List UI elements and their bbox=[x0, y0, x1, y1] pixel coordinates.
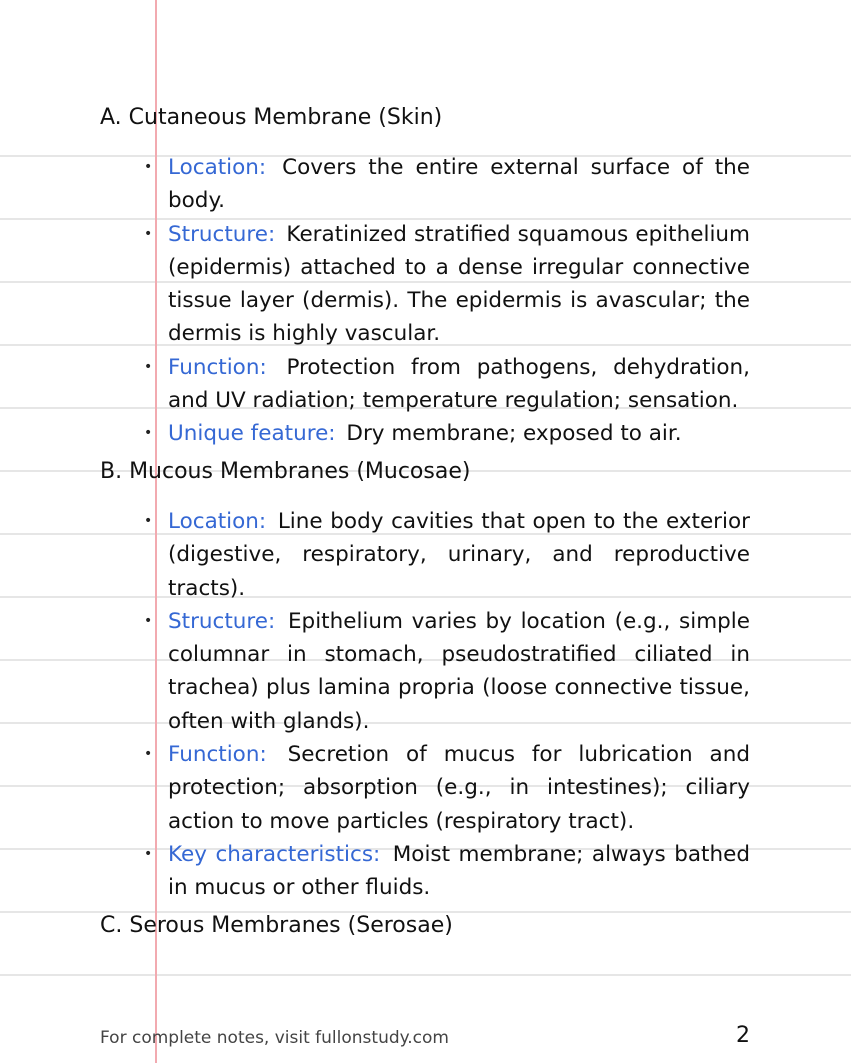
item-text: Moist membrane; always bathed in mucus or other fluids. bbox=[168, 841, 750, 901]
item-label: Structure: bbox=[168, 221, 276, 247]
list-item bbox=[168, 218, 750, 351]
section-heading-cutaneous: A. Cutaneous Membrane (Skin) bbox=[100, 105, 443, 130]
footer-link-text: For complete notes, visit fullonstudy.com bbox=[100, 1028, 449, 1048]
list-item bbox=[168, 838, 750, 905]
item-text: Dry membrane; exposed to air. bbox=[346, 421, 682, 447]
list-item bbox=[168, 351, 750, 418]
section-heading-mucous: B. Mucous Membranes (Mucosae) bbox=[100, 459, 471, 484]
list-item bbox=[168, 605, 750, 738]
page-number: 2 bbox=[736, 1023, 750, 1048]
item-label: Function: bbox=[168, 354, 267, 380]
item-label: Location: bbox=[168, 155, 267, 180]
item-label: Function: bbox=[168, 742, 267, 768]
item-text: Covers the entire external surface of the body. bbox=[168, 155, 751, 214]
item-label: Structure: bbox=[168, 608, 276, 634]
item-text: Protection from pathogens, dehydration, and UV radiation; temperature regulation; sensation. bbox=[168, 354, 750, 414]
list-item bbox=[168, 505, 750, 605]
item-text: Keratinized stratified squamous epithelium (epidermis) attached to a dense irregular connective tissue layer (dermis). The epidermis is avascular; the dermis is highly vascular. bbox=[168, 221, 750, 347]
list-item bbox=[168, 151, 750, 218]
mucous-bullet-list bbox=[168, 505, 750, 905]
item-text: Epithelium varies by location (e.g., simple columnar in stomach, pseudostratified ciliated in trachea) plus lamina propria (loose connective tissue, often with glands). bbox=[168, 608, 750, 734]
list-item bbox=[168, 417, 750, 450]
item-label: Key characteristics: bbox=[168, 841, 381, 867]
list-item bbox=[168, 738, 750, 838]
section-heading-serous: C. Serous Membranes (Serosae) bbox=[100, 913, 453, 938]
item-label: Unique feature: bbox=[168, 421, 336, 447]
cutaneous-bullet-list bbox=[168, 151, 750, 451]
item-text: Line body cavities that open to the exterior (digestive, respiratory, urinary, and reproductive tracts). bbox=[168, 509, 750, 601]
item-text: Secretion of mucus for lubrication and protection; absorption (e.g., in intestines); ciliary action to move particles (respiratory tract). bbox=[168, 742, 750, 834]
item-label: Location: bbox=[168, 509, 267, 534]
